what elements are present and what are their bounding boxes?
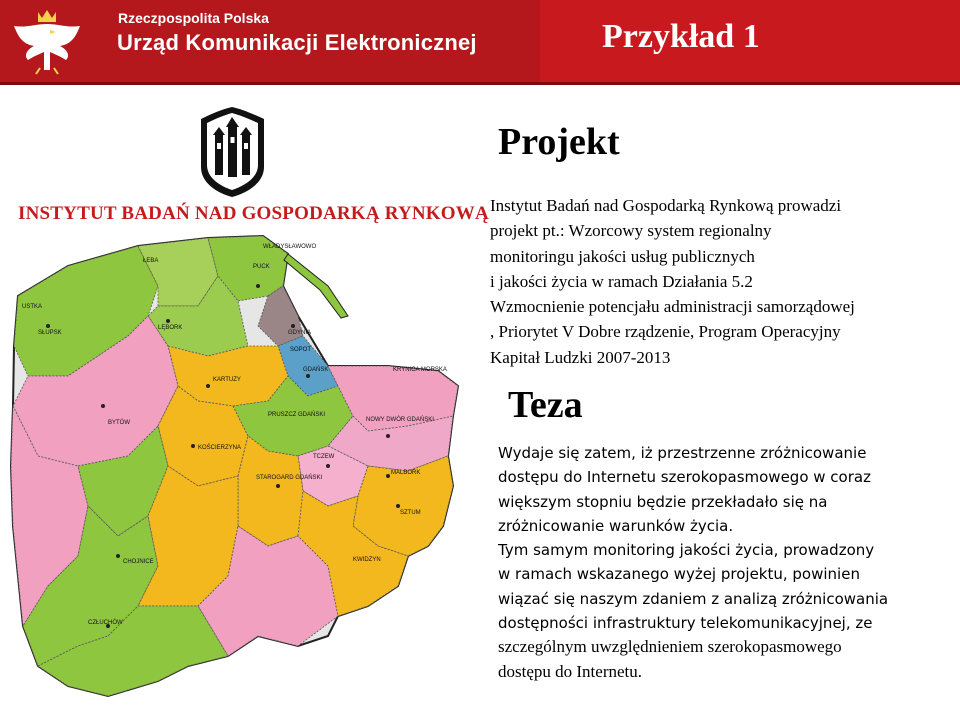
projekt-line: Kapitał Ludzki 2007-2013 xyxy=(490,347,671,367)
teza-line: większym stopniu będzie przekładało się na xyxy=(498,492,828,511)
map-label: GDAŃSK xyxy=(303,367,329,373)
projekt-line: Wzmocnienie potencjału administracji samorządowej xyxy=(490,297,855,317)
map-label: SŁUPSK xyxy=(38,330,62,336)
map-label: PRUSZCZ GDAŃSKI xyxy=(268,412,326,418)
map-label: CZŁUCHÓW xyxy=(88,620,123,626)
map-label: KRYNICA MORSKA xyxy=(393,367,447,373)
teza-line: szczególnym uwzględnieniem szerokopasmowego xyxy=(498,637,842,657)
projekt-line: Instytut Badań nad Gospodarką Rynkową prowadzi xyxy=(490,196,842,215)
teza-line: dostępu do Internetu. xyxy=(498,661,642,681)
projekt-line: , Priorytet V Dobre rządzenie, Program Operacyjny xyxy=(490,322,841,342)
map-label: WŁADYSŁAWOWO xyxy=(263,244,317,250)
institute-name: INSTYTUT BADAŃ NAD GOSPODARKĄ RYNKOWĄ xyxy=(18,203,489,224)
teza-line: Wydaje się zatem, iż przestrzenne zróżnicowanie xyxy=(498,444,867,462)
teza-heading: Teza xyxy=(508,384,583,426)
institute-logo-icon xyxy=(195,105,270,197)
projekt-line: monitoringu jakości usług publicznych xyxy=(490,246,755,266)
pomorskie-region-map xyxy=(8,226,472,700)
map-label: MALBORK xyxy=(391,470,421,476)
map-label: STAROGARD GDAŃSKI xyxy=(256,475,323,481)
map-label: NOWY DWÓR GDAŃSKI xyxy=(366,417,434,423)
teza-line: wiązać się naszym zdaniem z analizą zróżnicowania xyxy=(498,589,889,608)
teza-description xyxy=(498,441,954,684)
map-label: USTKA xyxy=(22,304,43,310)
map-label: KARTUZY xyxy=(213,377,241,383)
agency-name-line2: Urząd Komunikacji Elektronicznej xyxy=(117,30,477,55)
teza-line: w ramach wskazanego wyżej projektu, powinien xyxy=(498,565,860,584)
teza-line: Tym samym monitoring jakości życia, prowadzony xyxy=(498,541,875,560)
projekt-line: projekt pt.: Wzorcowy system regionalny xyxy=(490,221,772,241)
projekt-line: i jakości życia w ramach Działania 5.2 xyxy=(490,271,753,291)
header-divider xyxy=(0,82,960,85)
map-label: BYTÓW xyxy=(108,420,130,426)
map-label: SZTUM xyxy=(400,510,421,516)
map-label: PUCK xyxy=(253,264,270,270)
map-label: CHOJNICE xyxy=(123,559,154,565)
projekt-heading: Projekt xyxy=(498,121,620,163)
teza-line: dostępu do Internetu szerokopasmowego w coraz xyxy=(498,468,871,487)
map-label: ŁEBA xyxy=(143,258,159,264)
agency-name-line1: Rzeczpospolita Polska xyxy=(118,10,269,26)
map-label: GDYNIA xyxy=(288,330,312,336)
map-label: SOPOT xyxy=(290,347,312,353)
map-label: KOŚCIERZYNA xyxy=(198,445,242,451)
map-label: TCZEW xyxy=(313,454,335,460)
slide-title: Przykład 1 xyxy=(602,18,760,55)
teza-line: zróżnicowanie warunków życia. xyxy=(498,516,734,535)
projekt-description xyxy=(490,193,942,370)
map-label: LĘBORK xyxy=(158,325,183,331)
teza-line: dostępności infrastruktury telekomunikacyjnej, ze xyxy=(498,614,873,633)
white-eagle-emblem-icon xyxy=(6,6,88,78)
map-label: KWIDZYN xyxy=(353,557,381,563)
